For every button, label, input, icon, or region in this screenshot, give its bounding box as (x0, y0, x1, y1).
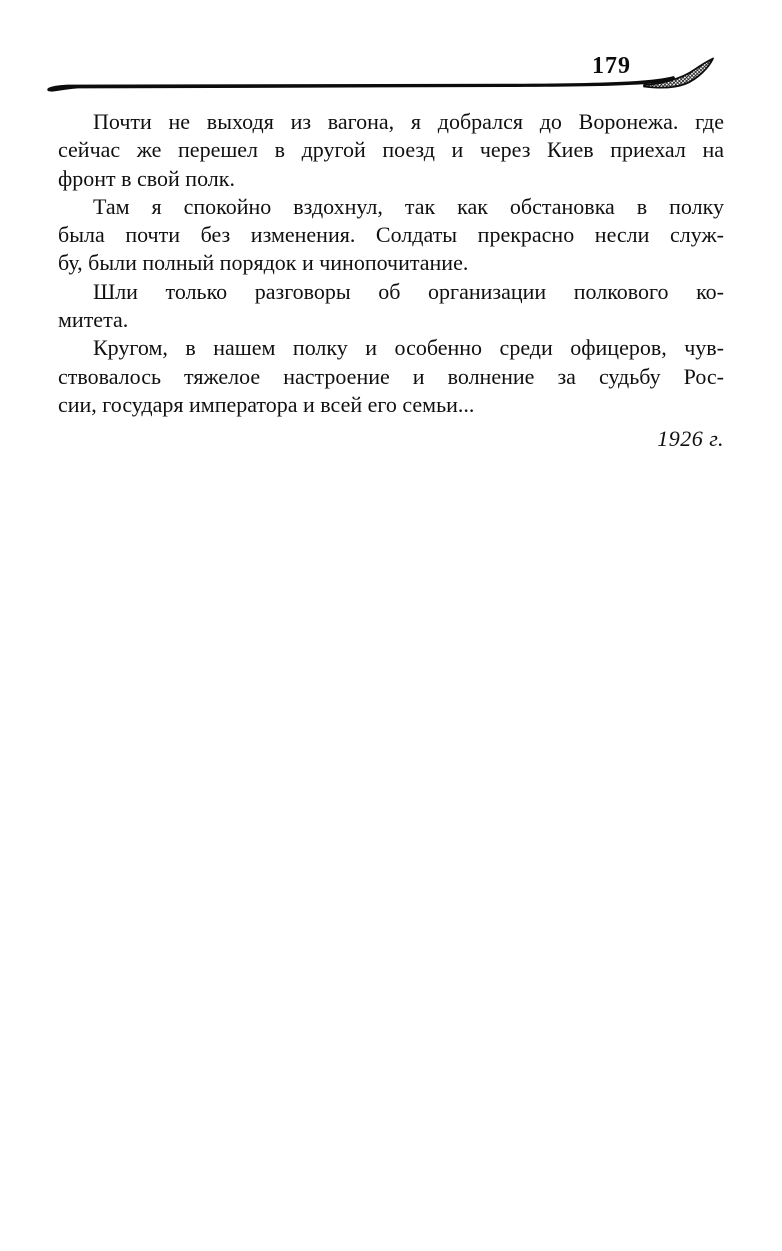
text-line: ствовалось тяжелое настроение и волнение за судьбу Рос- (58, 363, 724, 389)
text-paragraph (58, 193, 724, 278)
text-line: Шли только разговоры об организации полкового ко- (93, 278, 724, 304)
swoosh-flourish-icon (644, 59, 713, 88)
text-line: сейчас же перешел в другой поезд и через Киев приехал на (58, 137, 724, 163)
header-rule-decoration (44, 54, 720, 100)
text-paragraph (58, 278, 724, 335)
text-line: бу, были полный порядок и чинопочитание. (58, 250, 469, 276)
tapering-rule (47, 76, 676, 92)
text-line: фронт в свой полк. (58, 165, 235, 191)
text-block (58, 108, 724, 454)
text-paragraph (58, 334, 724, 419)
date-signature: 1926 г. (657, 426, 724, 452)
text-line: Кругом, в нашем полку и особенно среди офицеров, чув- (93, 335, 724, 361)
text-line: сии, государя императора и всей его семьи... (58, 391, 475, 417)
page-number: 179 (592, 53, 631, 79)
text-paragraph (58, 108, 724, 193)
text-line: Почти не выходя из вагона, я добрался до Воронежа. где (93, 109, 724, 134)
text-line: Там я спокойно вздохнул, так как обстановка в полку (93, 193, 724, 219)
text-line: митета. (58, 307, 129, 333)
text-line: была почти без изменения. Солдаты прекрасно несли служ- (58, 222, 724, 248)
